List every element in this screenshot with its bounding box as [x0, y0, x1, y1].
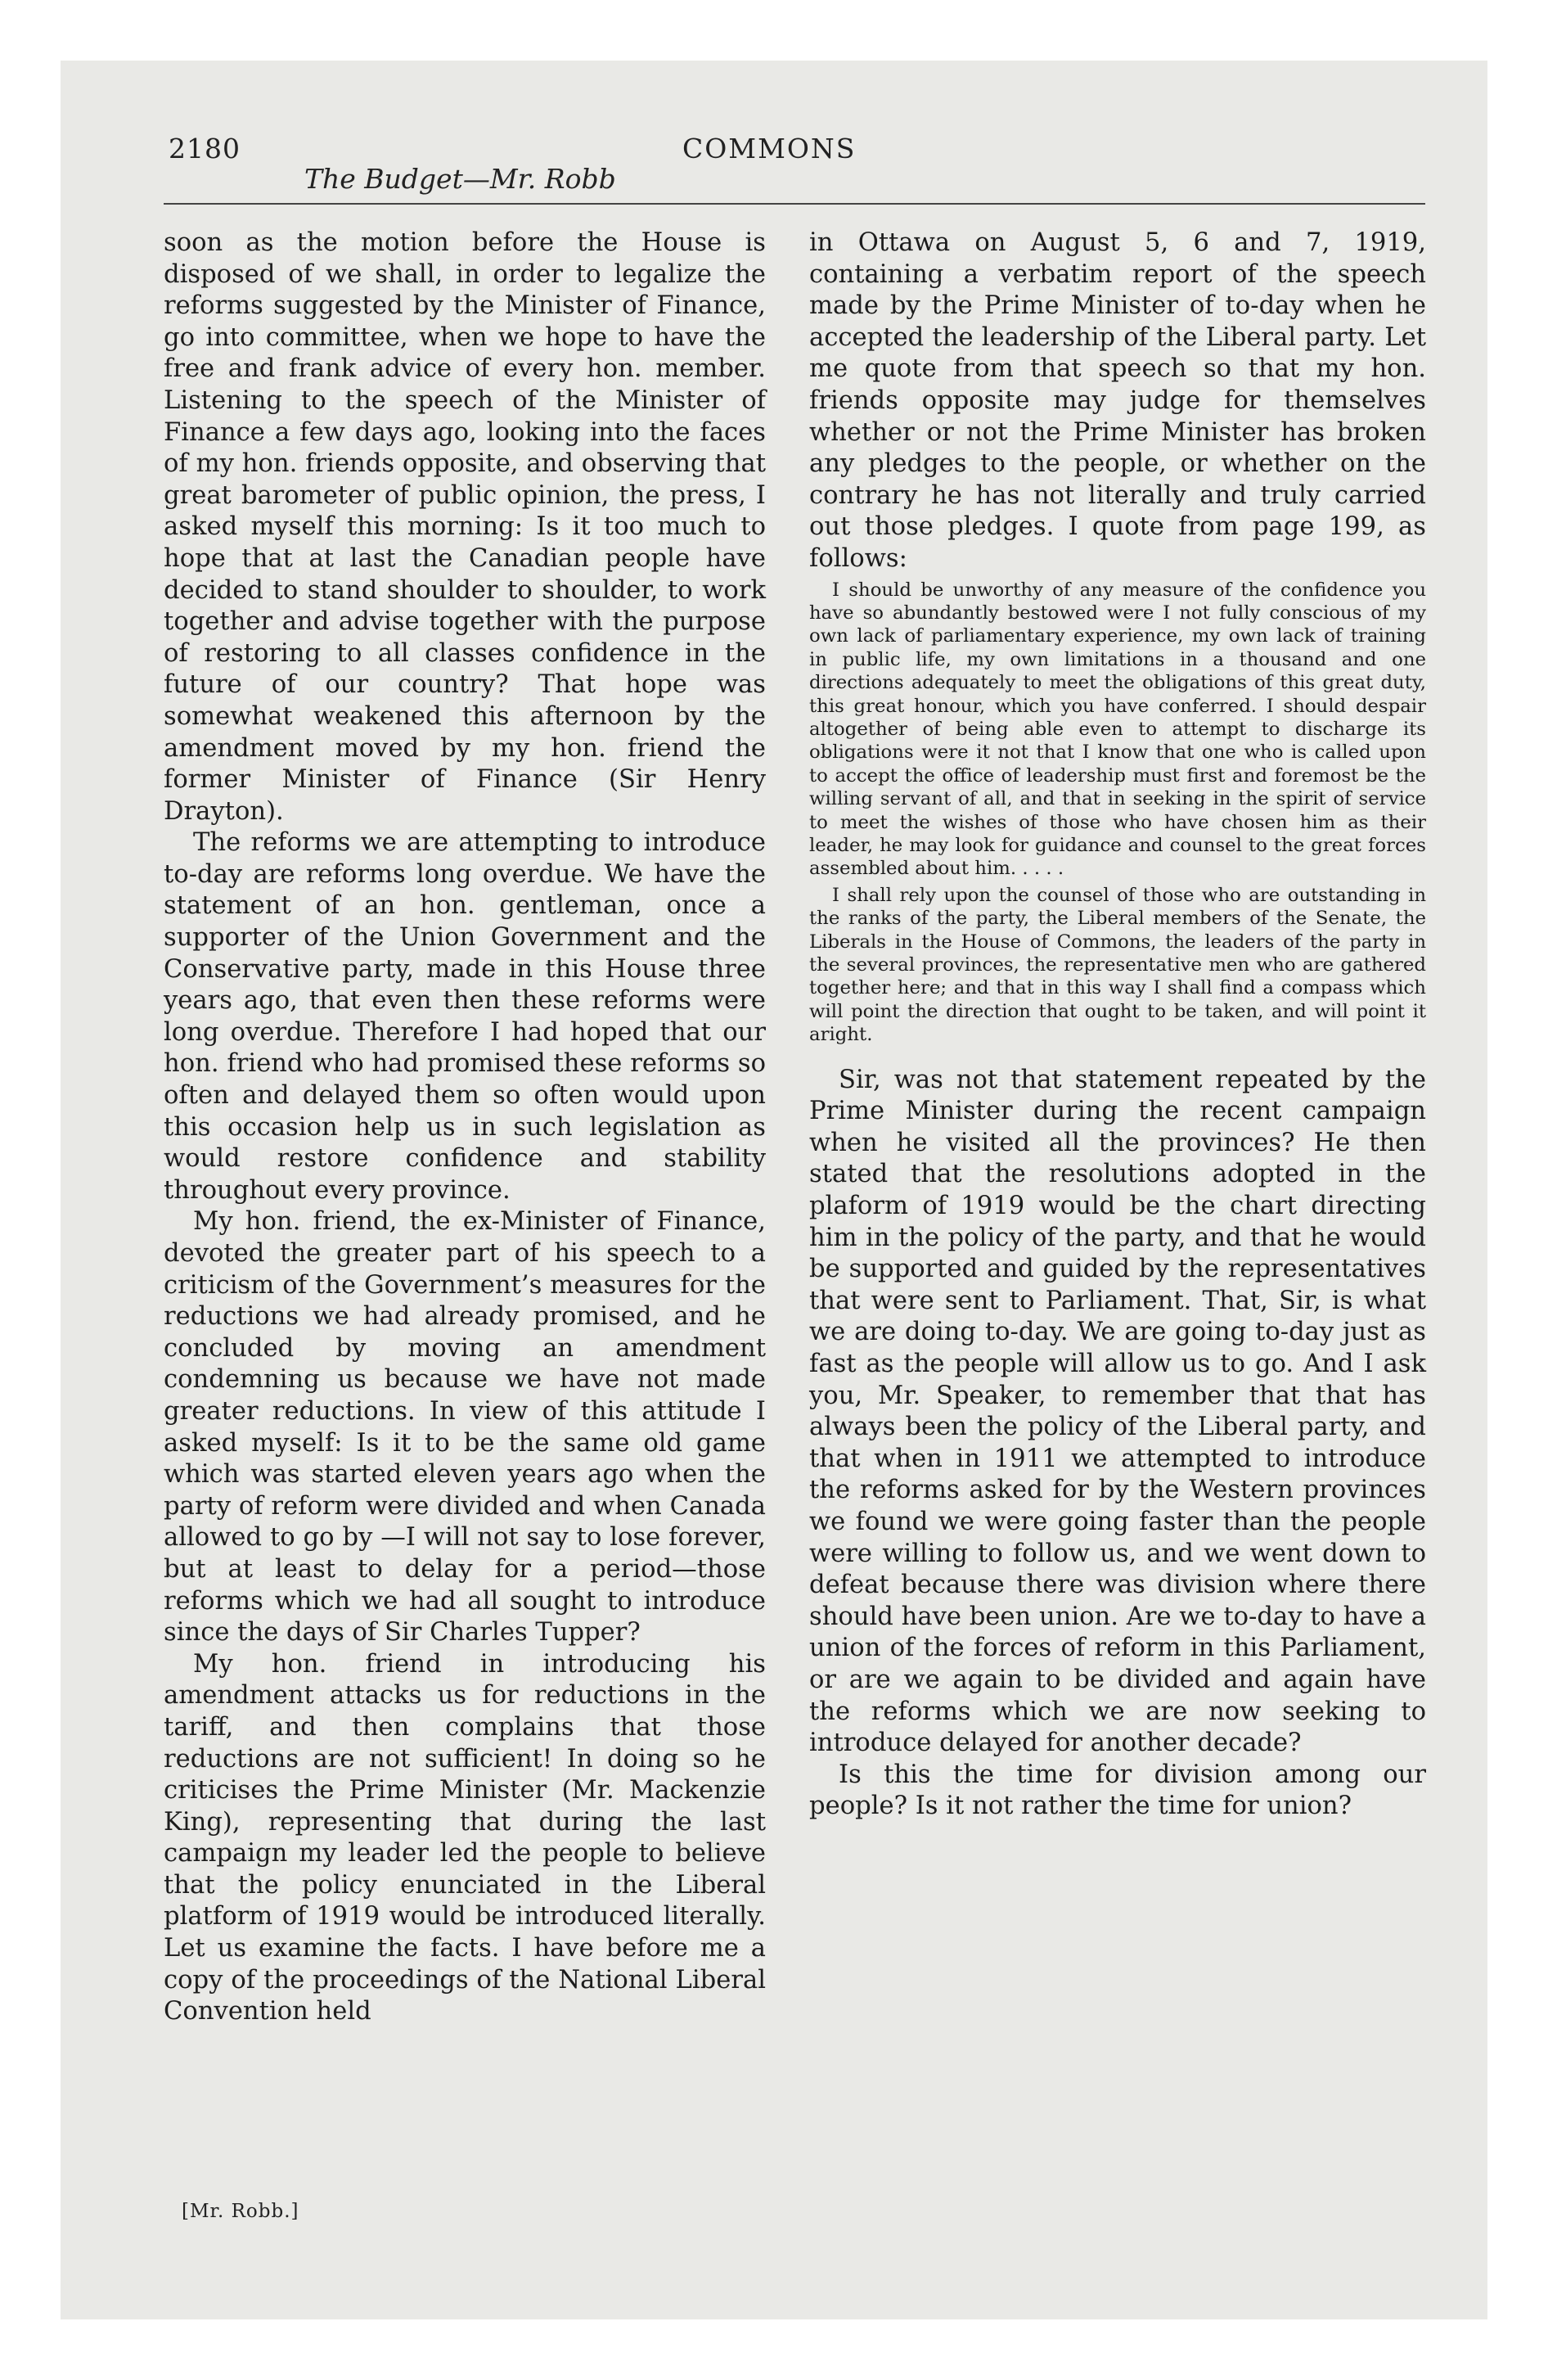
left-column — [164, 228, 766, 2028]
section-title: COMMONS — [682, 133, 857, 165]
paragraph: My hon. friend in introducing his amendment attacks us for reductions in the tariff, and then complains that those reductions are not sufficient! In doing so he criticises the Prime Minister (Mr. Mackenzie King), representing that during the last campaign my leader led the people to believe that the policy enunciated in the Liberal platform of 1919 would be introduced literally. Let us examine the facts. I have before me a copy of the proceedings of the National Liberal Convention held — [164, 1649, 766, 2026]
block-quote: I shall rely upon the counsel of those who are outstanding in the ranks of the party, the Liberal members of the Senate, the Liberals in the House of Commons, the leaders of the party in the several provinces, the representative men who are gathered together here; and that in this way I shall find a compass which will point the direction that ought to be taken, and will point it aright. — [809, 884, 1426, 1046]
right-column — [809, 228, 1426, 1823]
block-quote: I should be unworthy of any measure of the confidence you have so abundantly bestowed were I not fully conscious of my own lack of parliamentary experience, my own lack of training in public life, my own limitations in a thousand and one directions adequately to meet the obligations of this great duty, this great honour, which you have conferred. I should despair altogether of being able even to attempt to discharge its obligations were it not that I know that one who is called upon to accept the office of leadership must first and foremost be the willing servant of all, and that in seeking in the spirit of service to meet the wishes of those who have chosen him as their leader, he may look for guidance and counsel to the great forces assembled about him. . . . . — [809, 579, 1426, 880]
paragraph: soon as the motion before the House is disposed of we shall, in order to legalize the reforms suggested by the Minister of Finance, go into committee, when we hope to have the free and frank advice of every hon. member. Listening to the speech of the Minister of Finance a few days ago, looking into the faces of my hon. friends opposite, and observing that great barometer of public opinion, the press, I asked myself this morning: Is it too much to hope that at last the Canadian people have decided to stand shoulder to shoulder, to work together and advise together with the purpose of restoring to all classes confidence in the future of our country? That hope was somewhat weakened this afternoon by the amendment moved by my hon. friend the former Minister of Finance (Sir Henry Drayton). — [164, 228, 766, 826]
page-header — [61, 61, 1487, 208]
page-number: 2180 — [169, 133, 241, 165]
paragraph: in Ottawa on August 5, 6 and 7, 1919, containing a verbatim report of the speech made by the Prime Minister of to-day when he accepted the leadership of the Liberal party. Let me quote from that speech so that my hon. friends opposite may judge for themselves whether or not the Prime Minister has broken any pledges to the people, or whether on the contrary he has not literally and truly carried out those pledges. I quote from page 199, as follows: — [809, 228, 1426, 573]
paragraph: The reforms we are attempting to introduce to-day are reforms long overdue. We have the statement of an hon. gentleman, once a supporter of the Union Government and the Conservative party, made in this House three years ago, that even then these reforms were long overdue. Therefore I had hoped that our hon. friend who had promised these reforms so often and delayed them so often would upon this occasion help us in such legislation as would restore confidence and stability throughout every province. — [164, 828, 766, 1205]
running-head: The Budget—Mr. Robb — [304, 163, 616, 195]
scanned-page — [61, 61, 1487, 2319]
speaker-footnote: [Mr. Robb.] — [182, 2201, 299, 2222]
paragraph: My hon. friend, the ex-Minister of Finance, devoted the greater part of his speech to a criticism of the Government’s measures for the reductions we had already promised, and he concluded by moving an amendment condemning us because we have not made greater reductions. In view of this attitude I asked myself: Is it to be the same old game which was started eleven years ago when the party of reform were divided and when Canada allowed to go by —I will not say to lose forever, but at least to delay for a period—those reforms which we had all sought to introduce since the days of Sir Charles Tupper? — [164, 1207, 766, 1648]
paragraph: Sir, was not that statement repeated by the Prime Minister during the recent campaign when he visited all the provinces? He then stated that the resolutions adopted in the plaform of 1919 would be the chart directing him in the policy of the party, and that he would be supported and guided by the representatives that were sent to Parliament. That, Sir, is what we are doing to-day. We are going to-day just as fast as the people will allow us to go. And I ask you, Mr. Speaker, to remember that that has always been the policy of the Liberal party, and that when in 1911 we attempted to introduce the reforms asked for by the Western provinces we found we were going faster than the people were willing to follow us, and we went down to defeat because there was division where there should have been union. Are we to-day to have a union of the forces of reform in this Parliament, or are we again to be divided and again have the reforms which we are now seeking to introduce delayed for another decade? — [809, 1065, 1426, 1758]
header-rule — [164, 203, 1425, 205]
paragraph: Is this the time for division among our people? Is it not rather the time for union? — [809, 1760, 1426, 1821]
